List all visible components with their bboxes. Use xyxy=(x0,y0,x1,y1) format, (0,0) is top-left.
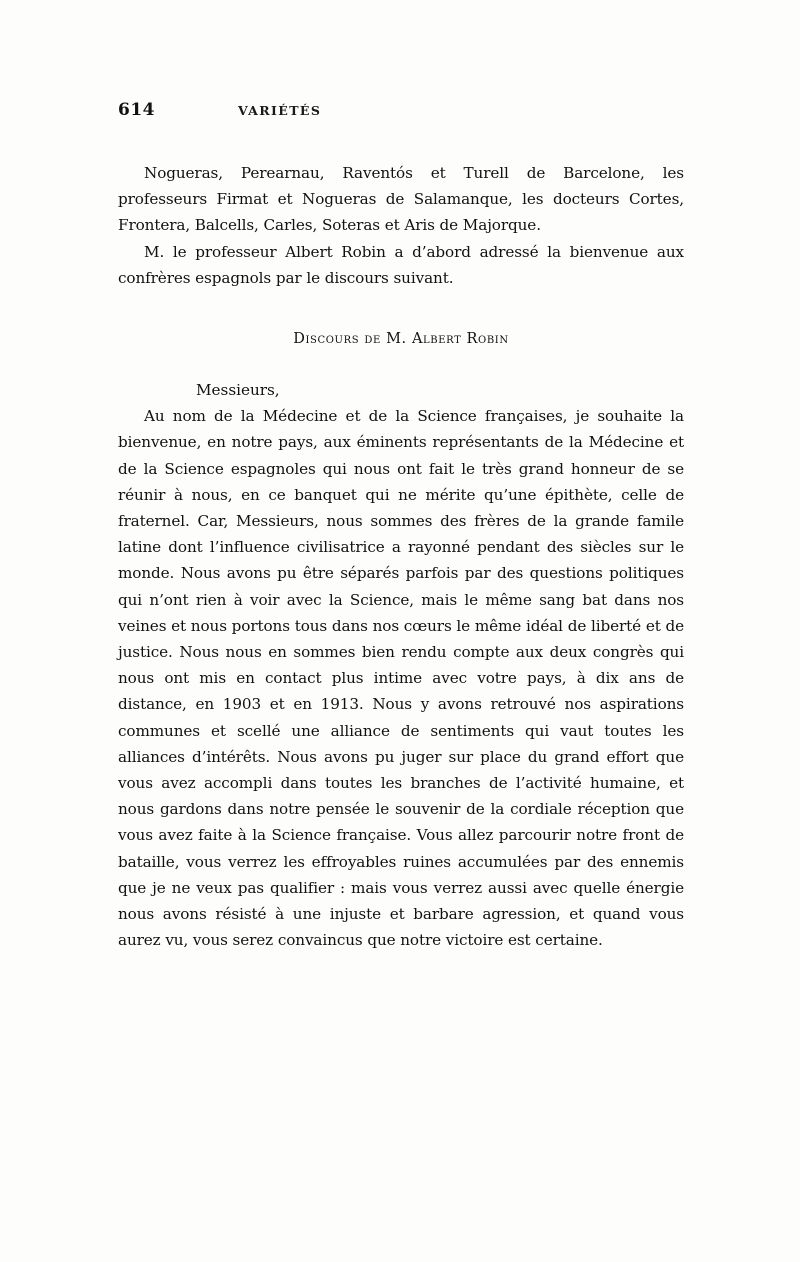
page-content xyxy=(118,100,684,953)
section-title-text: Discours de M. Albert Robin xyxy=(293,331,509,348)
paragraph-speech: Au nom de la Médecine et de la Science françaises, je souhaite la bienvenue, en notre pays, aux éminents représentants de la Médecine et de la Science espagnoles qui nous ont fait le très grand honneur de se réunir à nous, en ce banquet qui ne mérite qu’une épithète, celle de fraternel. Car, Messieurs, nous sommes des frères de la grande famile latine dont l’influence civilisatrice a rayonné pendant des siècles sur le monde. Nous avons pu être séparés parfois par des questions politiques qui n’ont rien à voir avec la Science, mais le même sang bat dans nos veines et nous portons tous dans nos cœurs le même idéal de liberté et de justice. Nous nous en sommes bien rendu compte aux deux congrès qui nous ont mis en contact plus intime avec votre pays, à dix ans de distance, en 1903 et en 1913. Nous y avons retrouvé nos aspirations communes et scellé une alliance de sentiments qui vaut toutes les alliances d’intérêts. Nous avons pu juger sur place du grand effort que vous avez accompli dans toutes les branches de l’activité humaine, et nous gardons dans notre pensée le souvenir de la cordiale réception que vous avez faite à la Science française. Vous allez parcourir notre front de bataille, vous verrez les effroyables ruines accumulées par des ennemis que je ne veux pas qualifier : mais vous verrez aussi avec quelle énergie nous avons résisté à une injuste et barbare agression, et quand vous aurez vu, vous serez convaincus que notre victoire est certaine. xyxy=(118,407,684,950)
section-title xyxy=(118,331,684,347)
page-number: 614 xyxy=(118,100,155,120)
paragraph-delegates: Nogueras, Perearnau, Raventós et Turell de Barcelone, les professeurs Firmat et Nogueras de Salamanque, les docteurs Cortes, Frontera, Balcells, Carles, Soteras et Aris de Majorque. xyxy=(118,164,684,235)
page-header xyxy=(118,100,684,126)
salutation: Messieurs, xyxy=(196,381,280,400)
paragraph-welcome: M. le professeur Albert Robin a d’abord adressé la bienvenue aux confrères espagnols par le discours suivant. xyxy=(118,242,684,287)
running-head: VARIÉTÉS xyxy=(238,103,322,118)
